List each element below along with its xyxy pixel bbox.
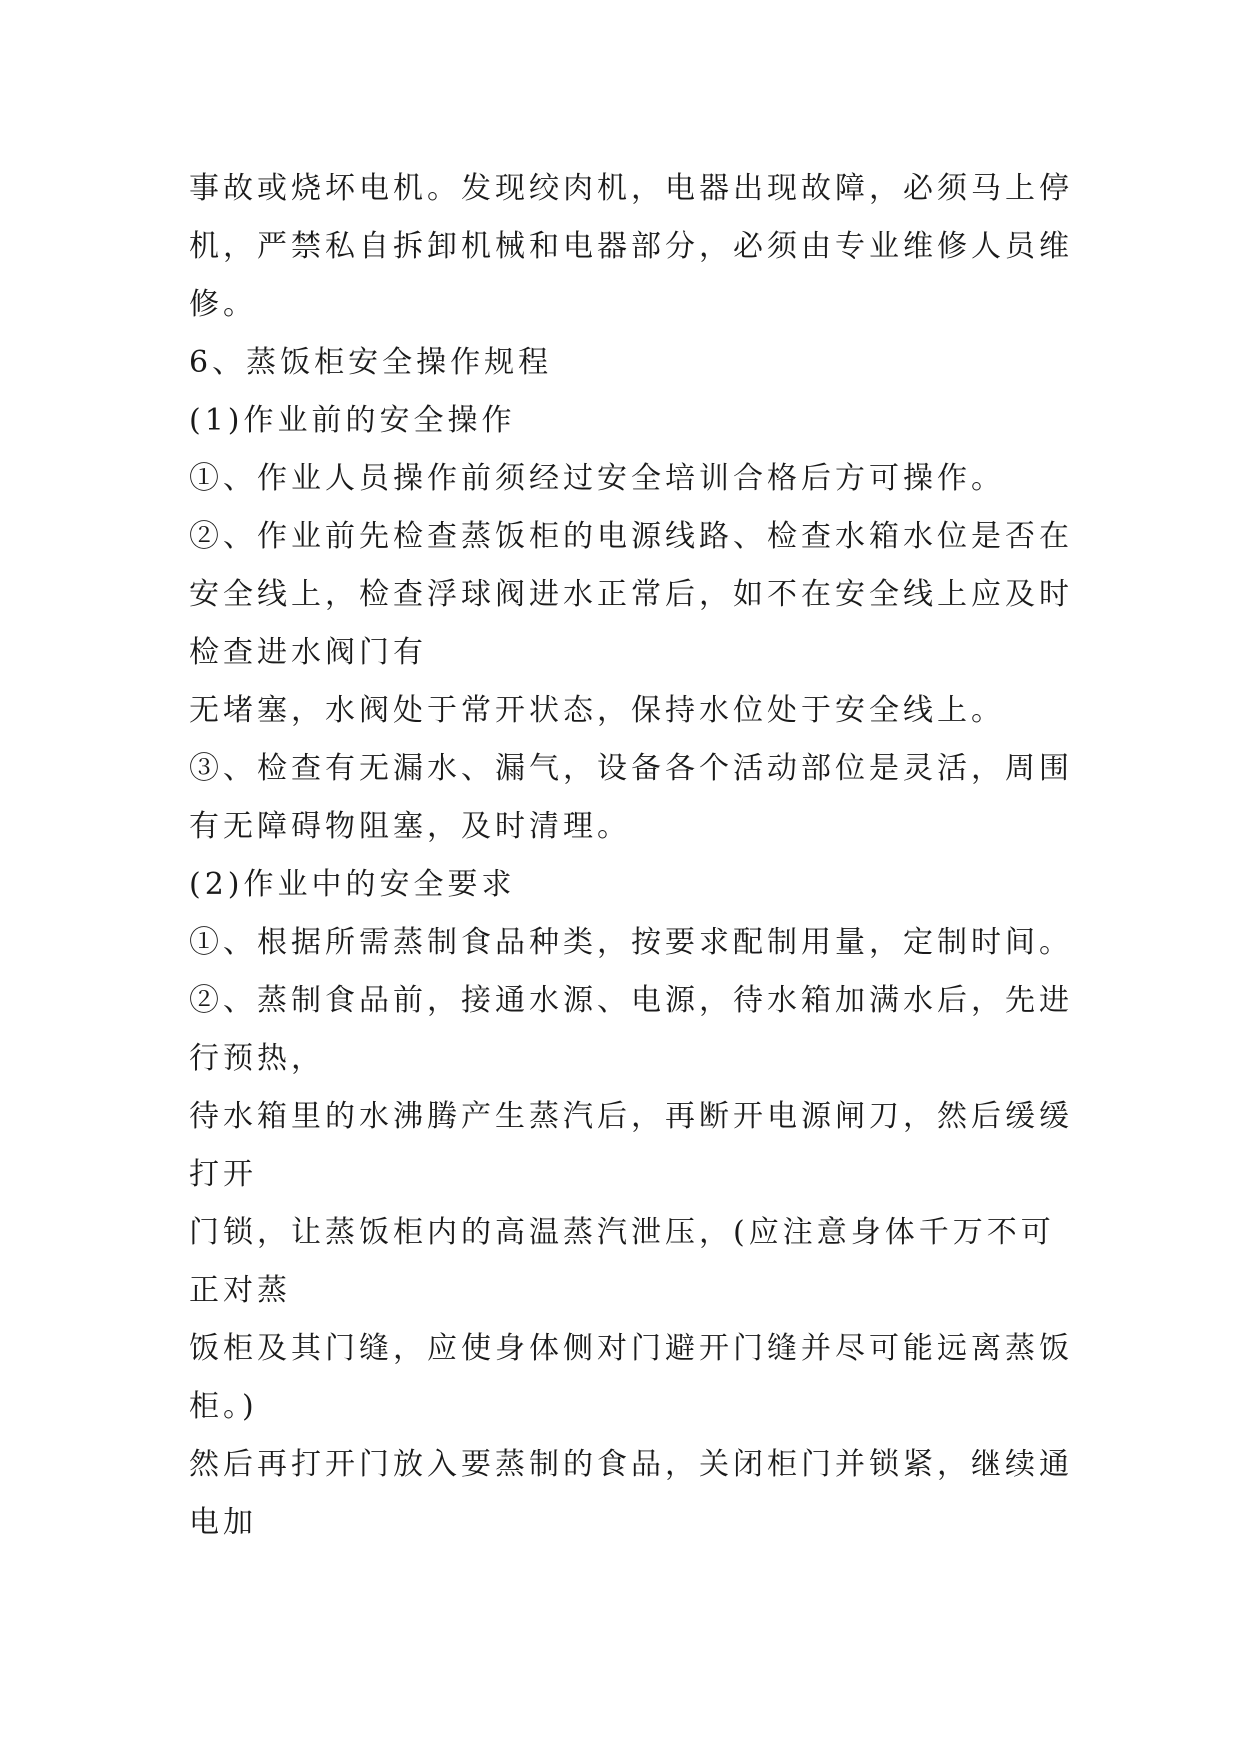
text-line: 正对蒸 <box>189 1273 291 1308</box>
text-line: 电加 <box>189 1505 257 1540</box>
text-line: 然后再打开门放入要蒸制的食品，关闭柜门并锁紧，继续通 <box>189 1447 1073 1482</box>
text-line: 无堵塞，水阀处于常开状态，保持水位处于安全线上。 <box>189 693 1005 728</box>
text-line: ②、蒸制食品前，接通水源、电源，待水箱加满水后，先进 <box>189 983 1073 1018</box>
text-line: 饭柜及其门缝，应使身体侧对门避开门缝并尽可能远离蒸饭 <box>189 1331 1073 1366</box>
text-line: 待水箱里的水沸腾产生蒸汽后，再断开电源闸刀，然后缓缓 <box>189 1099 1073 1134</box>
text-line: 机，严禁私自拆卸机械和电器部分，必须由专业维修人员维 <box>189 229 1073 264</box>
text-line: ③、检查有无漏水、漏气，设备各个活动部位是灵活，周围 <box>189 751 1073 786</box>
text-line: 事故或烧坏电机。发现绞肉机，电器出现故障，必须马上停 <box>189 171 1073 206</box>
document-body <box>189 160 1073 1552</box>
text-line: ①、作业人员操作前须经过安全培训合格后方可操作。 <box>189 461 1005 496</box>
subsection-heading: (1)作业前的安全操作 <box>189 403 516 438</box>
text-line: 检查进水阀门有 <box>189 635 427 670</box>
subsection-heading: (2)作业中的安全要求 <box>189 867 516 902</box>
text-line: 修。 <box>189 287 257 322</box>
text-line: ②、作业前先检查蒸饭柜的电源线路、检查水箱水位是否在 <box>189 519 1073 554</box>
text-line: 打开 <box>189 1157 257 1192</box>
text-line: 行预热， <box>189 1041 325 1076</box>
text-line: 安全线上，检查浮球阀进水正常后，如不在安全线上应及时 <box>189 577 1073 612</box>
text-line: 柜。) <box>189 1389 258 1424</box>
text-line: 门锁，让蒸饭柜内的高温蒸汽泄压，(应注意身体千万不可 <box>189 1215 1055 1250</box>
text-line: ①、根据所需蒸制食品种类，按要求配制用量，定制时间。 <box>189 925 1073 960</box>
text-line: 有无障碍物阻塞，及时清理。 <box>189 809 631 844</box>
section-heading: 6、蒸饭柜安全操作规程 <box>189 345 553 380</box>
